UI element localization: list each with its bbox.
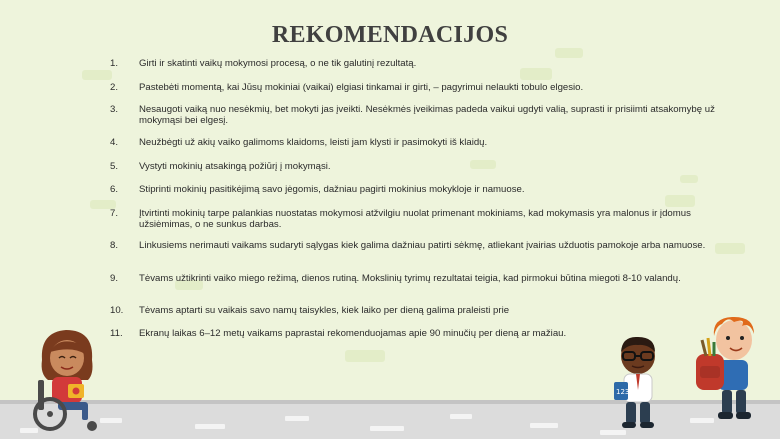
background-tile [520,68,552,80]
item-text: Pastebėti momentą, kai Jūsų mokiniai (vaikai) elgiasi tinkamai ir girti, – pagyrimui nelaukti tobulo elgesio. [139,82,584,93]
item-number: 8. [110,240,119,251]
list-item [108,185,720,196]
item-number: 9. [110,273,119,284]
list-item [108,209,720,230]
slide-title: REKOMENDACIJOS [271,22,509,48]
item-text: Tėvams aptarti su vaikais savo namų taisykles, kiek laiko per dieną galima praleisti prie [139,305,510,316]
item-number: 6. [110,184,119,195]
item-number: 1. [110,58,119,69]
list-item [108,306,720,317]
list-item [108,138,720,149]
item-text: Nesaugoti vaiką nuo nesėkmių, bet mokyti jas įveikti. Nesėkmės įveikimas padeda vaikui ugdyti valią, suprasti ir prisiimti atsakomybę už mokymąsi bei elgesį. [139,104,715,126]
road-stripe [285,416,309,421]
item-number: 5. [110,161,119,172]
road-stripe [450,414,472,419]
boy-with-glasses-illustration [608,334,668,432]
background-tile [555,48,583,58]
road-stripe [370,426,404,431]
item-number: 7. [110,208,119,219]
list-item [108,241,720,252]
background-tile [665,195,695,207]
girl-in-wheelchair-illustration [28,322,108,434]
background-tile [345,350,385,362]
boy-with-backpack-illustration [684,314,766,426]
list-item [108,83,720,94]
item-number: 2. [110,82,119,93]
item-text: Girti ir skatinti vaikų mokymosi procesą, o ne tik galutinį rezultatą. [139,58,417,69]
item-text: Įtvirtinti mokinių tarpe palankias nuostatas mokymosi atžvilgiu nuolat primenant mokiniams, kad mokymasis yra malonus ir įdomus užsiėmimas, o ne sunkus darbas. [139,208,691,230]
item-number: 4. [110,137,119,148]
background-tile [680,175,698,183]
svg-text:123: 123 [616,388,630,396]
item-number: 10. [110,305,124,316]
list-item [108,59,720,70]
list-item [108,162,720,173]
list-item [108,274,720,285]
item-text: Linkusiems nerimauti vaikams sudaryti sąlygas kiek galima dažniau patirti sėkmę, atliekant įvairias užduotis pamokoje arba namuose. [139,240,706,251]
item-text: Neužbėgti už akių vaiko galimoms klaidoms, leisti jam klysti ir pasimokyti iš klaidų. [139,137,488,148]
road-stripe [195,424,225,429]
item-text: Ekranų laikas 6–12 metų vaikams paprastai rekomenduojamas apie 90 minučių per dieną ar mažiau. [139,328,567,339]
item-text: Tėvams užtikrinti vaiko miego režimą, dienos rutiną. Mokslinių tyrimų rezultatai teigia, kad pirmokui būtina miegoti 8-10 valandų. [139,273,681,284]
item-text: Stiprinti mokinių pasitikėjimą savo jėgomis, dažniau pagirti mokinius mokykloje ir namuose. [139,184,525,195]
list-item [108,105,720,126]
item-number: 3. [110,104,119,115]
background-tile [82,70,112,80]
item-number: 11. [110,328,123,339]
item-text: Vystyti mokinių atsakingą požiūrį į mokymąsi. [139,161,331,172]
road-stripe [530,423,558,428]
